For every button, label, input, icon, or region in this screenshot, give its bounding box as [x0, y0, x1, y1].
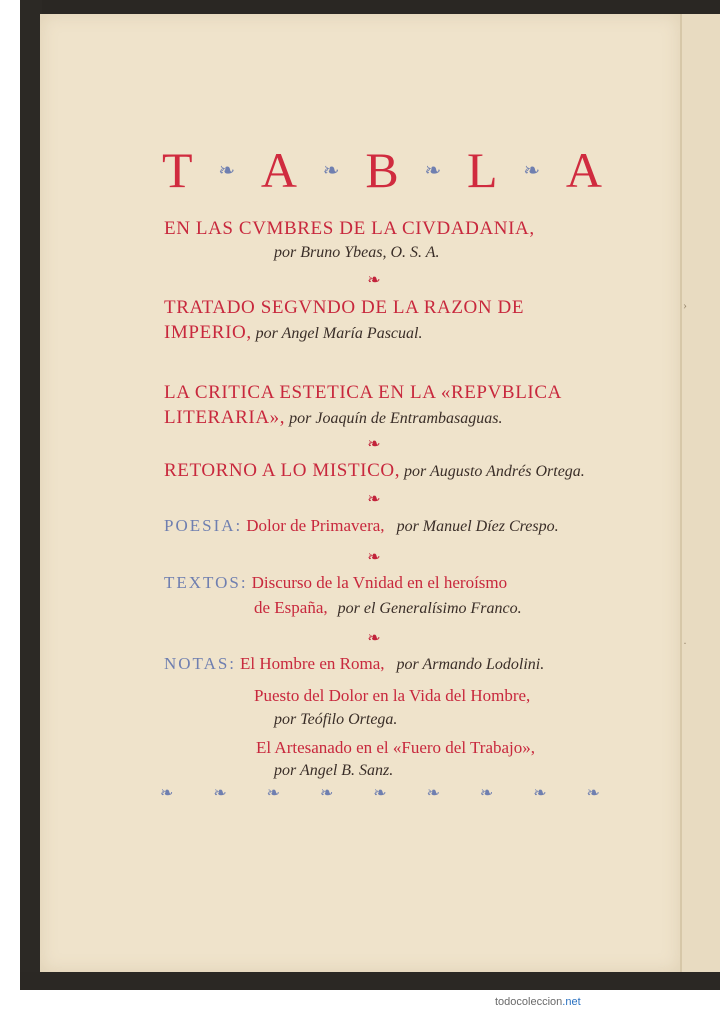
entry-title: IMPERIO, [164, 322, 252, 343]
entry-title: Discurso de la Vnidad en el heroísmo [251, 573, 508, 592]
ornament-row [160, 781, 600, 805]
margin-mark: · [683, 636, 687, 650]
fleuron-icon: ❧ [479, 783, 494, 802]
entry-title: Puesto del Dolor en la Vida del Hombre, [254, 686, 531, 705]
entry-title: Dolor de Primavera, [246, 516, 385, 535]
entry-author: por Teófilo Ortega. [274, 711, 398, 728]
entry-title: EN LAS CVMBRES DE LA CIVDADANIA, [164, 218, 535, 239]
fleuron-icon: ❧ [367, 270, 381, 289]
entry-line [164, 516, 559, 536]
fleuron-icon: ❧ [218, 158, 236, 182]
entry-line [164, 460, 585, 482]
fleuron-icon: ❧ [367, 434, 381, 453]
fleuron-icon: ❧ [160, 783, 174, 802]
entry-title: de España, [254, 598, 328, 617]
section-label: POESIA: [164, 516, 243, 535]
entry-author: por Manuel Díez Crespo. [396, 518, 559, 535]
fleuron-icon: ❧ [319, 783, 334, 802]
fleuron-icon: ❧ [586, 783, 600, 802]
watermark-text: todocoleccion [495, 996, 563, 1008]
entry-title: RETORNO A LO MISTICO, [164, 460, 401, 481]
entry-line [254, 598, 522, 618]
fleuron-icon: ❧ [373, 783, 387, 802]
entry-author: por Bruno Ybeas, O. S. A. [274, 244, 440, 261]
entry-author: por Angel B. Sanz. [274, 762, 394, 779]
entry-line [164, 654, 544, 674]
fleuron-icon: ❧ [322, 158, 340, 182]
entry-author: por Angel María Pascual. [255, 325, 423, 342]
fleuron-icon: ❧ [367, 489, 381, 508]
fleuron-icon: ❧ [533, 783, 547, 802]
fleuron-icon: ❧ [523, 158, 541, 182]
page-title [162, 140, 602, 200]
title-letter: L [467, 142, 498, 198]
fleuron-icon: ❧ [213, 783, 227, 802]
fleuron-icon: ❧ [266, 783, 281, 802]
entry-author: por Augusto Andrés Ortega. [404, 463, 585, 480]
section-label: NOTAS: [164, 654, 237, 673]
entry-author: por Joaquín de Entrambasaguas. [289, 410, 503, 427]
entry-title-continued [164, 322, 422, 344]
title-letter: T [162, 142, 193, 198]
entry-title: El Hombre en Roma, [240, 654, 385, 673]
section-label: TEXTOS: [164, 573, 248, 592]
entry-author: por el Generalísimo Franco. [337, 600, 522, 617]
entry-title: LA CRITICA ESTETICA EN LA «REPVBLICA [164, 382, 562, 403]
entry-title: El Artesanado en el «Fuero del Trabajo», [256, 738, 536, 757]
entry-title: TRATADO SEGVNDO DE LA RAZON DE [164, 297, 525, 318]
site-watermark [495, 996, 581, 1008]
title-letter: B [365, 142, 399, 198]
fleuron-icon: ❧ [367, 628, 381, 647]
entry-title-continued [164, 407, 502, 429]
title-letter: A [565, 142, 602, 198]
margin-mark: › [683, 298, 687, 312]
fleuron-icon: ❧ [367, 547, 381, 566]
entry-author: por Armando Lodolini. [396, 656, 545, 673]
watermark-suffix: .net [562, 996, 581, 1008]
entry-title: LITERARIA», [164, 407, 286, 428]
fleuron-icon: ❧ [426, 783, 440, 802]
entry-line [164, 573, 507, 593]
title-letter: A [260, 142, 297, 198]
fleuron-icon: ❧ [424, 158, 442, 182]
